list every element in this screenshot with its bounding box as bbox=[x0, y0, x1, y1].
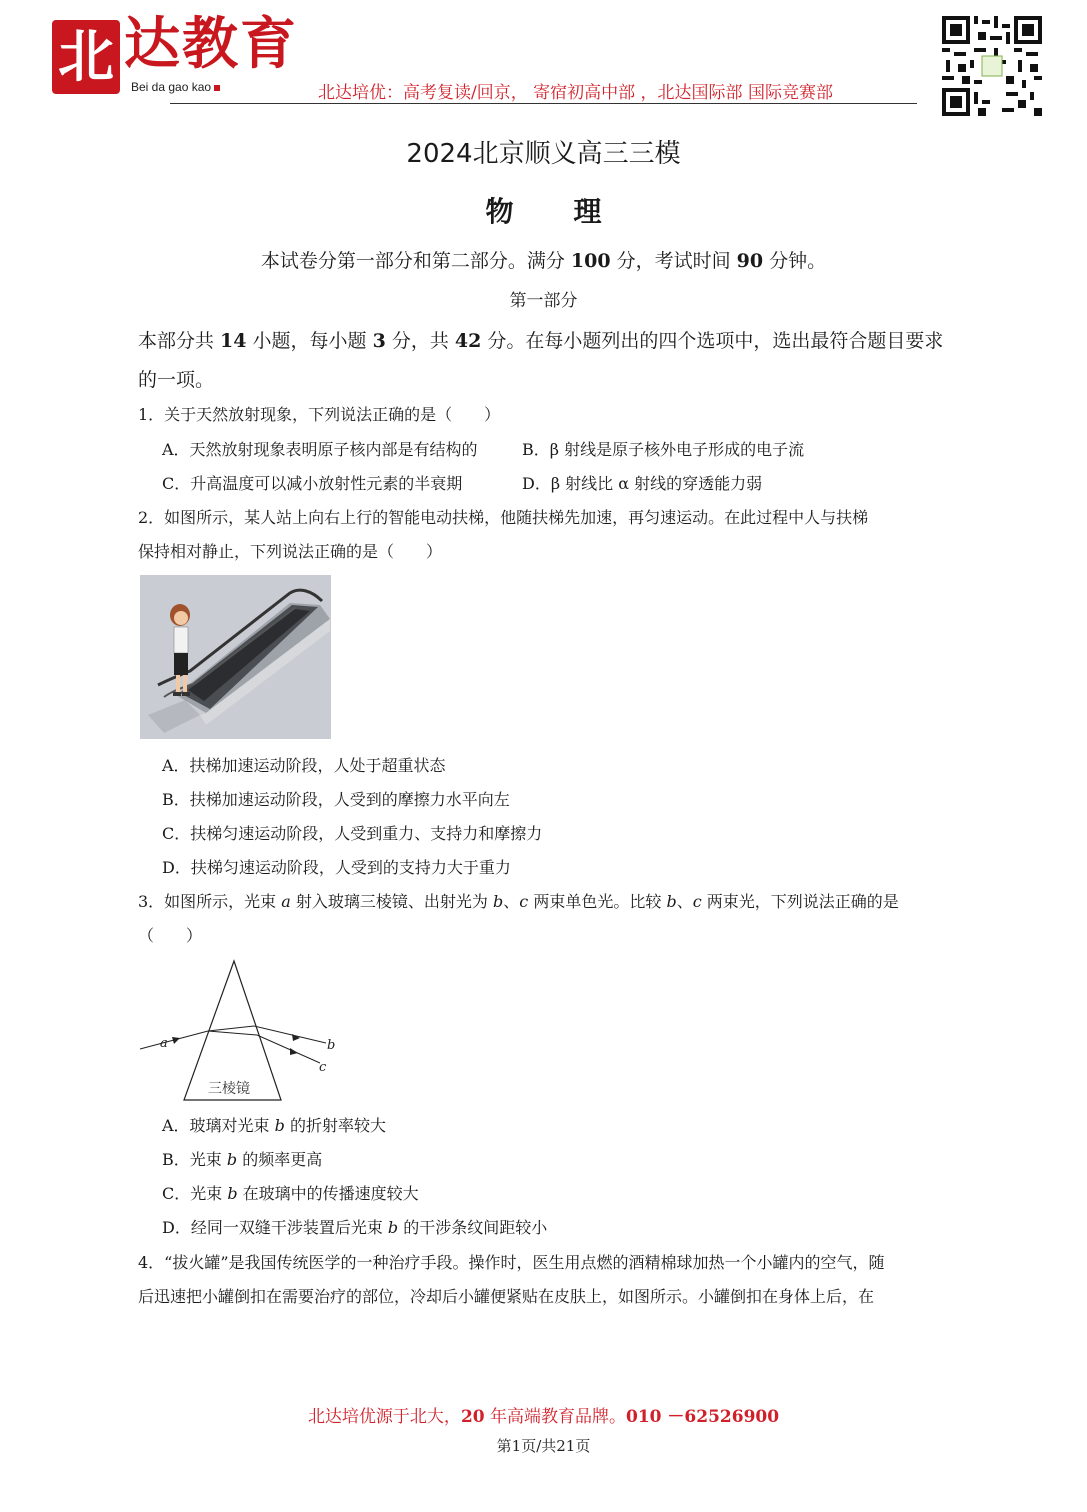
q2-stem-line1: 2．如图所示，某人站上向右上行的智能电动扶梯，他随扶梯先加速，再匀速运动。在此过程中人与扶梯 bbox=[138, 508, 869, 527]
header-divider bbox=[170, 103, 917, 104]
page-number: 第1页/共21页 bbox=[496, 1437, 591, 1455]
prism-label: 三棱镜 bbox=[208, 1081, 250, 1097]
part-heading: 第一部分 bbox=[509, 291, 578, 311]
q4-stem-line1: 4．“拔火罐”是我国传统医学的一种治疗手段。操作时，医生用点燃的酒精棉球加热一个小罐内的空气，随 bbox=[138, 1253, 885, 1272]
ray-a-label: a bbox=[160, 1036, 168, 1051]
q3-stem-line1: 3．如图所示，光束 a 射入玻璃三棱镜、出射光为 b、c 两束单色光。比较 b、c 两束光，下列说法正确的是 bbox=[138, 892, 899, 911]
q3-option-a: A．玻璃对光束 b 的折射率较大 bbox=[162, 1116, 386, 1135]
ray-c-label: c bbox=[319, 1060, 327, 1075]
q2-option-a: A．扶梯加速运动阶段，人处于超重状态 bbox=[162, 756, 446, 775]
q2-option-d: D．扶梯匀速运动阶段，人受到的支持力大于重力 bbox=[162, 858, 511, 877]
exam-intro: 本试卷分第一部分和第二部分。满分 100 分，考试时间 90 分钟。 bbox=[260, 250, 827, 272]
exam-title: 2024北京顺义高三三模 bbox=[406, 139, 681, 169]
escalator-figure bbox=[140, 575, 331, 739]
logo-mark-char: 北 bbox=[58, 24, 114, 90]
q1-option-c: C．升高温度可以减小放射性元素的半衰期 bbox=[162, 474, 463, 493]
q1-option-d: D．β 射线比 α 射线的穿透能力弱 bbox=[522, 474, 763, 493]
q3-stem-line2: （ ） bbox=[138, 926, 203, 945]
q3-option-b: B．光束 b 的频率更高 bbox=[162, 1150, 323, 1169]
part-instructions: 本部分共 14 小题，每小题 3 分，共 42 分。在每小题列出的四个选项中，选出最符合题目要求的一项。 bbox=[138, 330, 944, 391]
header-slogan: 北达培优：高考复读/回京， 寄宿初高中部 ，北达国际部 国际竞赛部 bbox=[318, 83, 833, 103]
logo-mark bbox=[52, 20, 120, 94]
q2-stem-line2: 保持相对静止，下列说法正确的是（ ） bbox=[138, 542, 443, 561]
subject-title: 物理 bbox=[485, 195, 662, 228]
q1-option-b: B．β 射线是原子核外电子形成的电子流 bbox=[522, 440, 805, 459]
q3-option-d: D．经同一双缝干涉装置后光束 b 的干涉条纹间距较小 bbox=[162, 1218, 548, 1237]
q2-option-b: B．扶梯加速运动阶段，人受到的摩擦力水平向左 bbox=[162, 790, 510, 809]
q1-stem: 1．关于天然放射现象，下列说法正确的是（ ） bbox=[138, 405, 501, 424]
q4-stem-line2: 后迅速把小罐倒扣在需要治疗的部位，冷却后小罐便紧贴在皮肤上，如图所示。小罐倒扣在身体上后，在 bbox=[138, 1287, 875, 1306]
q1-option-a: A．天然放射现象表明原子核内部是有结构的 bbox=[162, 440, 478, 459]
logo-pinyin: Bei da gao kao bbox=[131, 80, 220, 94]
q3-option-c: C．光束 b 在玻璃中的传播速度较大 bbox=[162, 1184, 419, 1203]
logo-name: 达教育 bbox=[124, 11, 298, 77]
footer-slogan: 北达培优源于北大，20 年高端教育品牌。010 －62526900 bbox=[307, 1407, 780, 1427]
q2-option-c: C．扶梯匀速运动阶段，人受到重力、支持力和摩擦力 bbox=[162, 824, 543, 843]
ray-b-label: b bbox=[327, 1038, 336, 1053]
prism-figure bbox=[138, 955, 338, 1105]
qr-code-icon bbox=[942, 16, 1042, 116]
